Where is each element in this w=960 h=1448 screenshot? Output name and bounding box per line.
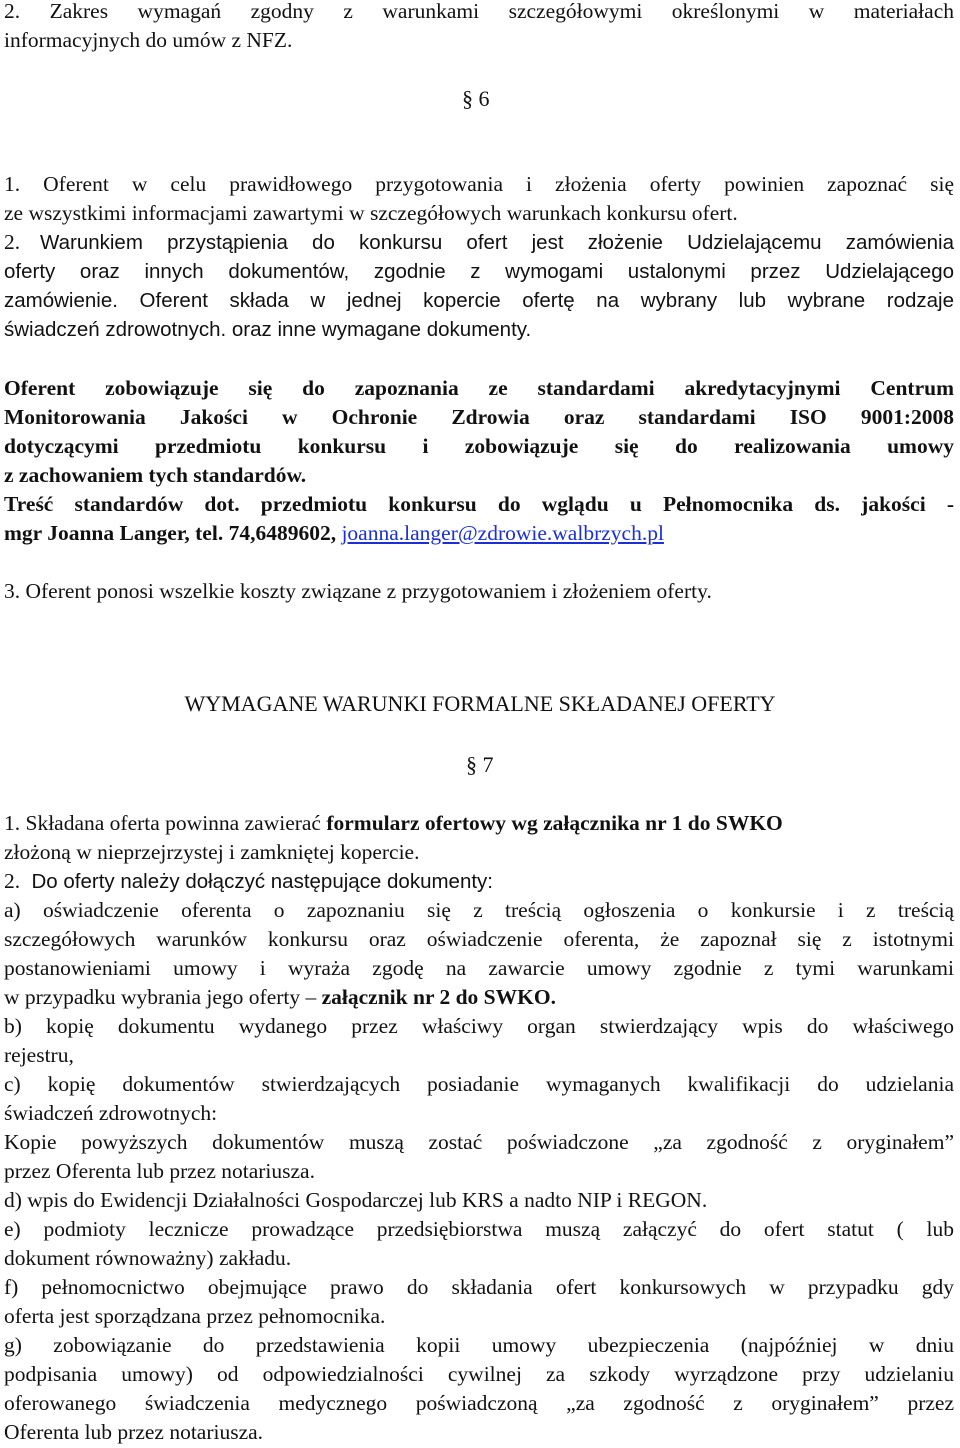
copies-note-line: przez Oferenta lub przez notariusza. (4, 1159, 315, 1183)
item-g-line: podpisania umowy) od odpowiedzialności cywilnej za szkody wyrządzone przy udzielaniu (4, 1362, 954, 1386)
standards-paragraph-line: Treść standardów dot. przedmiotu konkursu do wglądu u Pełnomocnika ds. jakości - (4, 492, 954, 516)
contact-line (4, 519, 954, 548)
section-7-point-1-line: złożoną w nieprzejrzystej i zamkniętej kopercie. (4, 840, 420, 864)
section-7-point-1-bold: formularz ofertowy wg załącznika nr 1 do SWKO (326, 811, 783, 835)
item-b-line: b) kopię dokumentu wydanego przez właściwy organ stwierdzający wpis do właściwego (4, 1014, 954, 1038)
section-6-point-2-line: oferty oraz innych dokumentów, zgodnie z wymogami ustalonymi przez Udzielającego (4, 260, 954, 283)
section-6-point-3: 3. Oferent ponosi wszelkie koszty związane z przygotowaniem i złożeniem oferty. (4, 579, 712, 603)
item-a-text: w przypadku wybrania jego oferty – (4, 985, 322, 1009)
section-6-point-2-number: 2. (4, 230, 21, 254)
top-item-line: informacyjnych do umów z NFZ. (4, 28, 293, 52)
email-link[interactable]: joanna.langer@zdrowie.walbrzych.pl (341, 521, 664, 545)
section-6-point-1-line: 1. Oferent w celu prawidłowego przygotowania i złożenia oferty powinien zapoznać się (4, 172, 954, 196)
item-c-line: c) kopię dokumentów stwierdzających posiadanie wymaganych kwalifikacji do udzielania (4, 1072, 954, 1096)
item-f-line: oferta jest sporządzana przez pełnomocnika. (4, 1304, 386, 1328)
standards-paragraph-line: z zachowaniem tych standardów. (4, 463, 307, 487)
item-g-line: oferowanego świadczenia medycznego poświadczoną „za zgodność z oryginałem” przez (4, 1391, 954, 1415)
contact-text: mgr Joanna Langer, tel. 74,6489602, (4, 521, 342, 545)
section-7-label: § 7 (466, 752, 494, 777)
section-7-point-1-text: 1. Składana oferta powinna zawierać (4, 811, 327, 835)
item-a-attachment: załącznik nr 2 do SWKO. (321, 985, 556, 1009)
item-a-line: postanowieniami umowy i wyraża zgodę na zawarcie umowy zgodnie z tymi warunkami (4, 956, 954, 980)
standards-paragraph-line: Oferent zobowiązuje się do zapoznania ze standardami akredytacyjnymi Centrum (4, 376, 954, 400)
item-f-line: f) pełnomocnictwo obejmujące prawo do składania ofert konkursowych w przypadku gdy (4, 1275, 954, 1299)
section-7-point-1-line (4, 809, 954, 838)
section-6-point-2-line: Warunkiem przystąpienia do konkursu ofert jest złożenie Udzielającemu zamówienia (40, 231, 954, 254)
item-b-line: rejestru, (4, 1043, 74, 1067)
top-item-line: 2. Zakres wymagań zgodny z warunkami szczegółowymi określonymi w materiałach (4, 0, 954, 23)
standards-paragraph-line: dotyczącymi przedmiotu konkursu i zobowiązuje się do realizowania umowy (4, 434, 954, 458)
section-7-point-2-line (4, 867, 954, 896)
item-g-line: Oferenta lub przez notariusza. (4, 1420, 264, 1444)
section-6-point-2-line: świadczeń zdrowotnych. oraz inne wymagane dokumenty. (4, 318, 532, 341)
item-a-line: szczegółowych warunków konkursu oraz oświadczenie oferenta, że zapoznał się z istotnymi (4, 927, 954, 951)
standards-paragraph-line: Monitorowania Jakości w Ochronie Zdrowia oraz standardami ISO 9001:2008 (4, 405, 954, 429)
copies-note-line: Kopie powyższych dokumentów muszą zostać poświadczone „za zgodność z oryginałem” (4, 1130, 954, 1154)
section-7-point-2-number: 2. (4, 869, 21, 893)
item-e-line: dokument równoważny) zakładu. (4, 1246, 292, 1270)
section-6-label: § 6 (462, 86, 490, 111)
item-g-line: g) zobowiązanie do przedstawienia kopii umowy ubezpieczenia (najpóźniej w dniu (4, 1333, 954, 1357)
item-e-line: e) podmioty lecznicze prowadzące przedsiębiorstwa muszą załączyć do ofert statut ( lub (4, 1217, 954, 1241)
section-7-point-2-text: Do oferty należy dołączyć następujące dokumenty: (31, 870, 494, 893)
item-c-line: świadczeń zdrowotnych: (4, 1101, 218, 1125)
section-6-point-2-line: zamówienie. Oferent składa w jednej kopercie ofertę na wybrany lub wybrane rodzaje (4, 289, 954, 312)
item-a-line (4, 983, 954, 1012)
item-a-line: a) oświadczenie oferenta o zapoznaniu się z treścią ogłoszenia o konkursie i z treścią (4, 898, 954, 922)
formal-requirements-heading: WYMAGANE WARUNKI FORMALNE SKŁADANEJ OFERTY (184, 691, 776, 716)
section-6-point-1-line: ze wszystkimi informacjami zawartymi w szczegółowych warunkach konkursu ofert. (4, 201, 738, 225)
item-d-line: d) wpis do Ewidencji Działalności Gospodarczej lub KRS a nadto NIP i REGON. (4, 1188, 708, 1212)
